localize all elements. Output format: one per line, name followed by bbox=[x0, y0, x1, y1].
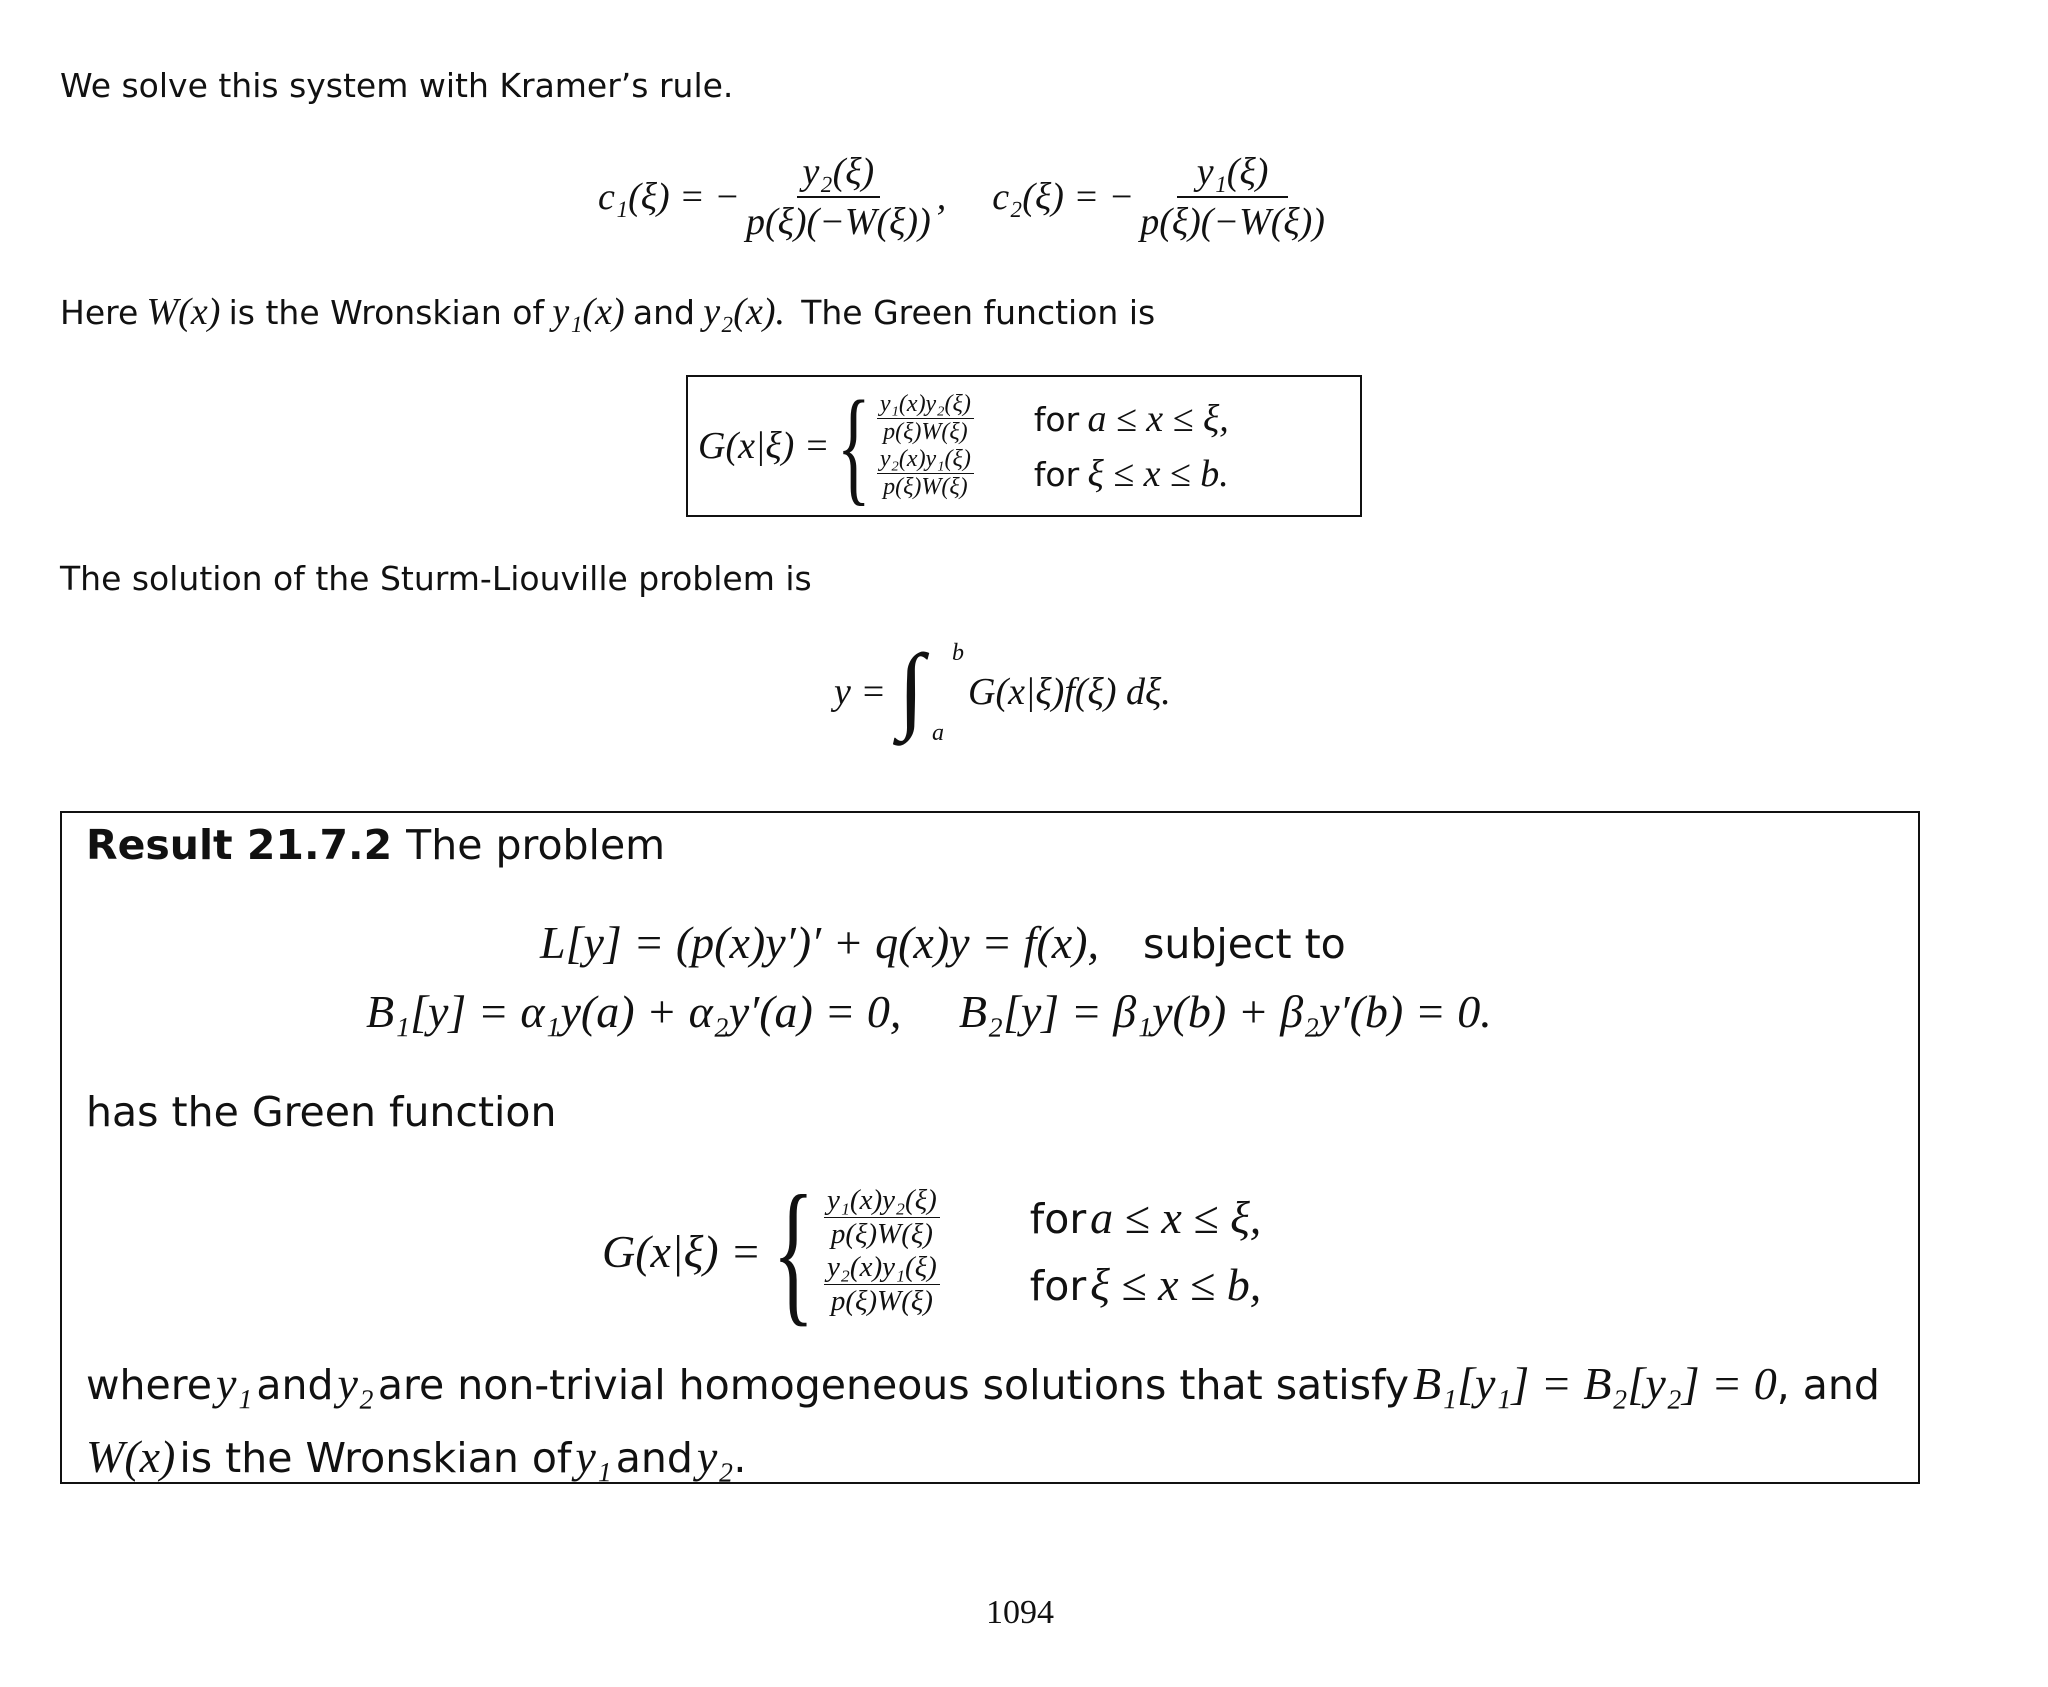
case1-for: for bbox=[1033, 399, 1080, 439]
where-y2-b: y₂ bbox=[696, 1431, 734, 1482]
case1-numerator: y₁(x)y₂(ξ) bbox=[877, 391, 974, 419]
integral-upper: b bbox=[952, 640, 964, 666]
here-word: Here bbox=[60, 293, 139, 332]
integral-lhs: y = bbox=[834, 671, 887, 713]
boundary-conditions: B₁[y] = α₁y(a) + α₂y′(a) = 0, B₂[y] = β₁y(b) + β₂y′(b) = 0. bbox=[366, 986, 1492, 1037]
subject-to-text: subject to bbox=[1142, 920, 1346, 968]
result-case2-range: ξ ≤ x ≤ b, bbox=[1090, 1259, 1262, 1310]
result-case1-condition bbox=[1030, 1191, 1261, 1244]
result-equation-1 bbox=[540, 916, 1346, 969]
case1-range: a ≤ x ≤ ξ, bbox=[1087, 397, 1229, 440]
solution-text: The solution of the Sturm-Liouville problem is bbox=[60, 559, 812, 598]
result-case2-denominator: p(ξ)W(ξ) bbox=[830, 1285, 933, 1317]
c1-denominator: p(ξ)(−W(ξ)) bbox=[745, 201, 931, 243]
intro-text: We solve this system with Kramer’s rule. bbox=[60, 66, 734, 105]
green-function-box bbox=[686, 375, 1362, 517]
case2-condition bbox=[1034, 452, 1229, 496]
wronskian-phrase: is the Wronskian of bbox=[228, 293, 545, 332]
and-word: and bbox=[632, 293, 695, 332]
where-y1: y₁ bbox=[215, 1358, 253, 1409]
where-period: . bbox=[733, 1434, 747, 1482]
where-word: where bbox=[86, 1361, 212, 1409]
has-green-text: has the Green function bbox=[86, 1088, 557, 1136]
y2-of-x: y₂(x). bbox=[703, 291, 785, 333]
where-and-1: and bbox=[256, 1361, 334, 1409]
c2-lhs: c₂(ξ) = − bbox=[992, 176, 1135, 218]
result-case1-denominator: p(ξ)W(ξ) bbox=[830, 1218, 933, 1250]
c2-fraction bbox=[1134, 150, 1331, 244]
result-intro: The problem bbox=[406, 821, 666, 869]
integral-sign: ∫ bbox=[898, 634, 925, 741]
result-green-cases bbox=[824, 1184, 1261, 1318]
page-number: 1094 bbox=[986, 1594, 1054, 1631]
result-label: Result 21.7.2 bbox=[86, 821, 393, 869]
where-and-2: , and bbox=[1776, 1361, 1880, 1409]
result-case2-fraction bbox=[824, 1251, 940, 1318]
coefficient-equations bbox=[598, 150, 1331, 244]
result-case1-range: a ≤ x ≤ ξ, bbox=[1090, 1192, 1262, 1243]
where-y2: y₂ bbox=[337, 1358, 374, 1409]
green-function-phrase: The Green function is bbox=[801, 293, 1156, 332]
result-green-lhs: G(x|ξ) = bbox=[602, 1225, 762, 1277]
c2-denominator: p(ξ)(−W(ξ)) bbox=[1140, 201, 1325, 243]
result-box bbox=[60, 811, 1920, 1484]
case1-fraction bbox=[877, 391, 974, 446]
result-case2-condition bbox=[1030, 1258, 1261, 1311]
where-wronskian-phrase: is the Wronskian of bbox=[179, 1434, 572, 1482]
case1-condition bbox=[1034, 397, 1229, 441]
integrand: G(x|ξ)f(ξ) dξ. bbox=[968, 671, 1171, 713]
left-brace: { bbox=[837, 375, 872, 517]
result-case1-for: for bbox=[1029, 1195, 1087, 1243]
wronskian-symbol: W(x) bbox=[146, 291, 221, 333]
c2-numerator: y₁(ξ) bbox=[1177, 150, 1289, 198]
where-and-3: and bbox=[615, 1434, 693, 1482]
where-wronskian: W(x) bbox=[86, 1431, 176, 1482]
green-lhs: G(x|ξ) = bbox=[698, 425, 830, 467]
wronskian-text bbox=[60, 290, 1155, 334]
result-case1-numerator: y₁(x)y₂(ξ) bbox=[824, 1184, 940, 1218]
result-case1-fraction bbox=[824, 1184, 940, 1251]
c1-numerator: y₂(ξ) bbox=[797, 150, 881, 198]
where-boundary-eq: B₁[y₁] = B₂[y₂] = 0 bbox=[1413, 1358, 1777, 1409]
result-heading bbox=[86, 821, 665, 869]
y1-of-x: y₁(x) bbox=[552, 291, 625, 333]
result-where-text bbox=[86, 1353, 1896, 1499]
operator-equation: L[y] = (p(x)y′)′ + q(x)y = f(x), bbox=[540, 917, 1099, 968]
result-left-brace: { bbox=[772, 1162, 815, 1340]
integral-equation bbox=[834, 634, 1234, 750]
integral-lower: a bbox=[932, 720, 944, 746]
case2-numerator: y₂(x)y₁(ξ) bbox=[877, 446, 974, 474]
result-case2-for: for bbox=[1029, 1262, 1087, 1310]
case2-denominator: p(ξ)W(ξ) bbox=[883, 474, 968, 500]
result-case2-numerator: y₂(x)y₁(ξ) bbox=[824, 1251, 940, 1285]
case2-range: ξ ≤ x ≤ b. bbox=[1087, 452, 1229, 495]
green-cases bbox=[877, 391, 1229, 501]
case1-denominator: p(ξ)W(ξ) bbox=[883, 419, 968, 445]
case2-for: for bbox=[1033, 454, 1080, 494]
c1-lhs: c₁(ξ) = − bbox=[598, 176, 740, 218]
where-y1-b: y₁ bbox=[575, 1431, 612, 1482]
where-phrase: are non-trivial homogeneous solutions that satisfy bbox=[377, 1361, 1409, 1409]
result-green-function bbox=[602, 1162, 1262, 1340]
case2-fraction bbox=[877, 446, 974, 501]
coefficient-separator: , bbox=[936, 176, 947, 218]
c1-fraction bbox=[740, 150, 937, 244]
